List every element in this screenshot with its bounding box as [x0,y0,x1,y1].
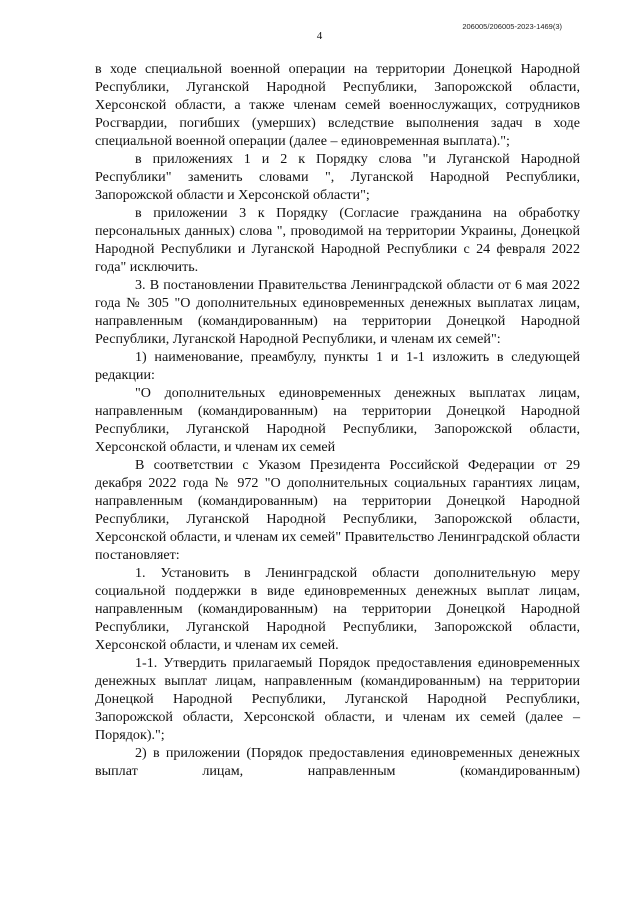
paragraph-2: в приложениях 1 и 2 к Порядку слова "и Луганской Народной Республики" заменить словами ", Луганской Народной Республики, Запорожской области и Херсонской области"; [95,151,580,203]
paragraph-5: 1) наименование, преамбулу, пункты 1 и 1-1 изложить в следующей редакции: [95,349,580,383]
paragraph-8: 1. Установить в Ленинградской области дополнительную меру социальной поддержки в виде единовременных денежных выплат лицам, направленным (командированным) на территории Донецкой Народной Республики, Луганской Народной Республики, Запорожской области, Херсонской области, и членам их семей. [95,565,580,653]
document-id: 206005/206005-2023-1469(3) [462,22,562,31]
page-number: 4 [316,30,323,42]
paragraph-9: 1-1. Утвердить прилагаемый Порядок предоставления единовременных денежных выплат лицам, направленным (командированным) на территории Донецкой Народной Республики, Луганской Народной Республики, Запорожской области, Херсонской области, и членам их семей (далее – Порядок)."; [95,655,580,743]
paragraph-4: 3. В постановлении Правительства Ленинградской области от 6 мая 2022 года № 305 "О дополнительных единовременных денежных выплатах лицам, направленным (командированным) на территории Донецкой Народной Республики, Луганской Народной Республики, и членам их семей": [95,277,580,347]
paragraph-7: В соответствии с Указом Президента Российской Федерации от 29 декабря 2022 года № 972 "О дополнительных социальных гарантиях лицам, направленным (командированным) на территории Донецкой Народной Республики, Луганской Народной Республики, Запорожской области, Херсонской области, и членам их семей" Правительство Ленинградской области постановляет: [95,457,580,563]
paragraph-3: в приложении 3 к Порядку (Согласие гражданина на обработку персональных данных) слова ", проводимой на территории Украины, Донецкой Народной Республики и Луганской Народной Республики с 24 февраля 2022 года" исключить. [95,205,580,275]
paragraph-6: "О дополнительных единовременных денежных выплатах лицам, направленным (командированным) на территории Донецкой Народной Республики, Луганской Народной Республики, Запорожской области, Херсонской области, и членам их семей [95,385,580,455]
document-body [95,60,580,780]
paragraph-1: в ходе специальной военной операции на территории Донецкой Народной Республики, Луганской Народной Республики, Запорожской области, Херсонской области, а также членам семей военнослужащих, сотрудников Росгвардии, погибших (умерших) вследствие выполнения задач в ходе специальной военной операции (далее – единовременная выплата)."; [95,61,580,149]
paragraph-10: 2) в приложении (Порядок предоставления единовременных денежных выплат лицам, направленным (командированным) [95,745,580,779]
